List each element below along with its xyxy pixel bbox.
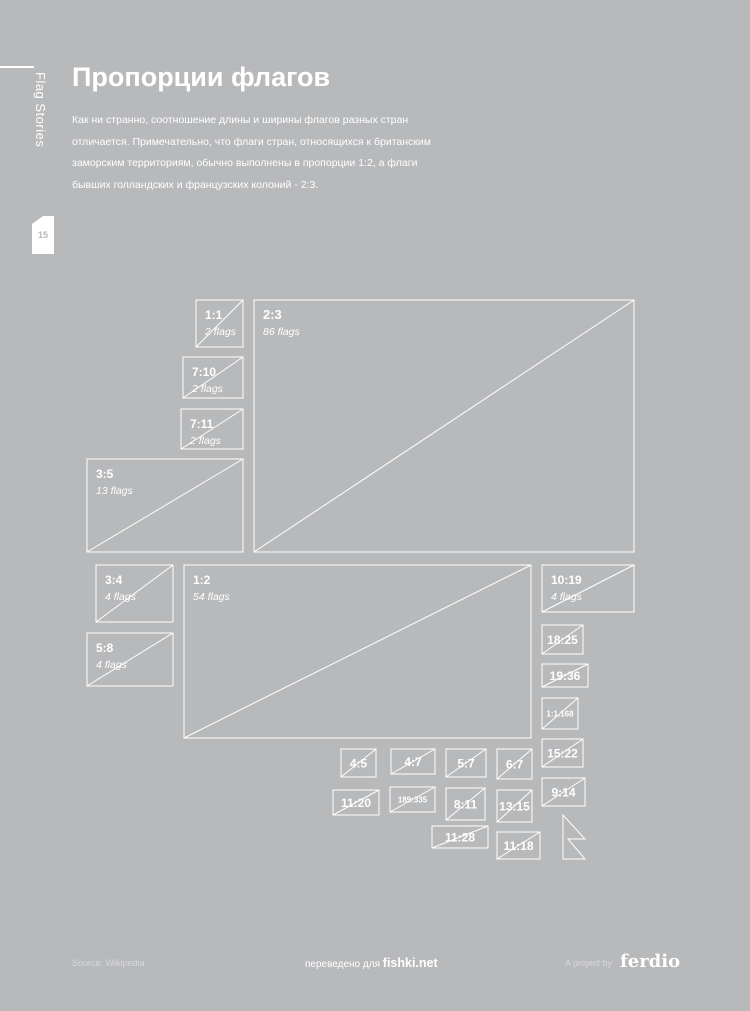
flag-count: 54 flags xyxy=(193,591,230,603)
ratio-box-1-1.168 xyxy=(542,698,578,729)
source-credit: Source: Wikipedia xyxy=(72,958,145,968)
ratio-box-5-8 xyxy=(87,633,173,686)
ratio-label: 15:22 xyxy=(547,746,578,761)
ratio-label: 4:5 xyxy=(349,756,368,771)
flag-count: 2 flags xyxy=(190,435,221,447)
ratio-label: 7:11 xyxy=(190,417,214,431)
ratio-label: 5:8 xyxy=(96,641,114,655)
ratio-label: 1:2 xyxy=(193,573,211,587)
arrow-shape xyxy=(563,815,585,859)
ratio-label: 1:1 xyxy=(205,308,223,322)
ratio-box-2-3 xyxy=(254,300,634,552)
flag-count: 4 flags xyxy=(105,591,136,603)
intro-line: бывших голландских и французских колоний - 2:3. xyxy=(72,178,319,191)
ratio-box-19-36 xyxy=(542,664,588,687)
credit-site: fishki.net xyxy=(382,956,438,970)
flag-count: 86 flags xyxy=(263,326,300,338)
ratio-box-11-18 xyxy=(497,832,540,859)
ratio-box-7-11 xyxy=(181,409,243,449)
ratio-label: 7:10 xyxy=(192,365,217,379)
translation-credit xyxy=(305,956,438,970)
flag-count: 2 flags xyxy=(205,326,236,338)
ratio-box-10-19 xyxy=(542,565,634,612)
ratio-box-5-7 xyxy=(446,749,486,777)
intro-line: заморским территориям, обычно выполнены в пропорции 1:2, а флаги xyxy=(72,157,418,169)
ratio-box-13-15 xyxy=(497,790,532,822)
flag-count: 4 flags xyxy=(551,591,582,603)
ratio-label: 3:5 xyxy=(96,467,114,481)
ratio-label: 8:11 xyxy=(453,797,478,812)
ratio-box-4-7 xyxy=(391,749,435,774)
ratio-box-11-28 xyxy=(432,826,488,848)
page-number: 15 xyxy=(37,230,48,240)
ratio-label: 19:36 xyxy=(549,669,581,684)
ratio-box-1-2 xyxy=(184,565,531,738)
intro-line: отличается. Примечательно, что флаги стран, относящихся к британским xyxy=(72,135,431,148)
ratio-box-6-7 xyxy=(497,749,532,779)
ratio-box-3-4 xyxy=(96,565,173,622)
ratio-label: 4:7 xyxy=(404,755,422,770)
ratio-label: 11:20 xyxy=(340,796,372,811)
flag-count: 4 flags xyxy=(96,659,127,671)
section-tab-label: Flag Stories xyxy=(33,72,48,148)
ratio-box-189-335 xyxy=(390,787,435,812)
ratio-box-11-20 xyxy=(333,790,379,815)
ratio-box-4-5 xyxy=(341,749,376,777)
ratio-label: 13:15 xyxy=(499,799,530,814)
ratio-label: 2:3 xyxy=(263,307,282,322)
ratio-label: 11:28 xyxy=(444,830,476,845)
flag-count: 2 flags xyxy=(192,383,223,395)
ratio-box-1-1 xyxy=(196,300,243,347)
ratio-box-8-11 xyxy=(446,788,485,820)
page-title: Пропорции флагов xyxy=(72,62,331,92)
ratio-box-9-14 xyxy=(542,778,585,806)
ratio-label: 5:7 xyxy=(457,756,475,771)
ratio-label: 1:1.168 xyxy=(546,709,574,719)
ratio-label: 18:25 xyxy=(547,633,578,648)
intro-line: Как ни странно, соотношение длины и ширины флагов разных стран xyxy=(72,114,409,126)
ratio-label: 3:4 xyxy=(105,573,123,587)
ratio-label: 189:335 xyxy=(397,795,428,805)
ratio-box-15-22 xyxy=(542,739,583,767)
ratio-label: 10:19 xyxy=(551,573,582,587)
ratio-diagonal xyxy=(184,565,531,738)
ratio-box-18-25 xyxy=(542,625,583,654)
ratio-label: 9:14 xyxy=(551,785,576,800)
ratio-box-3-5 xyxy=(87,459,243,552)
ratio-diagonal xyxy=(254,300,634,552)
ferdio-logo: ferdio xyxy=(620,951,681,972)
ratio-box-7-10 xyxy=(183,357,243,398)
ratio-label: 6:7 xyxy=(505,757,524,772)
flag-count: 13 flags xyxy=(96,485,133,497)
ratio-label: 11:18 xyxy=(503,839,534,854)
project-prefix: A project by xyxy=(565,958,613,968)
credit-prefix: переведено для xyxy=(305,959,380,970)
